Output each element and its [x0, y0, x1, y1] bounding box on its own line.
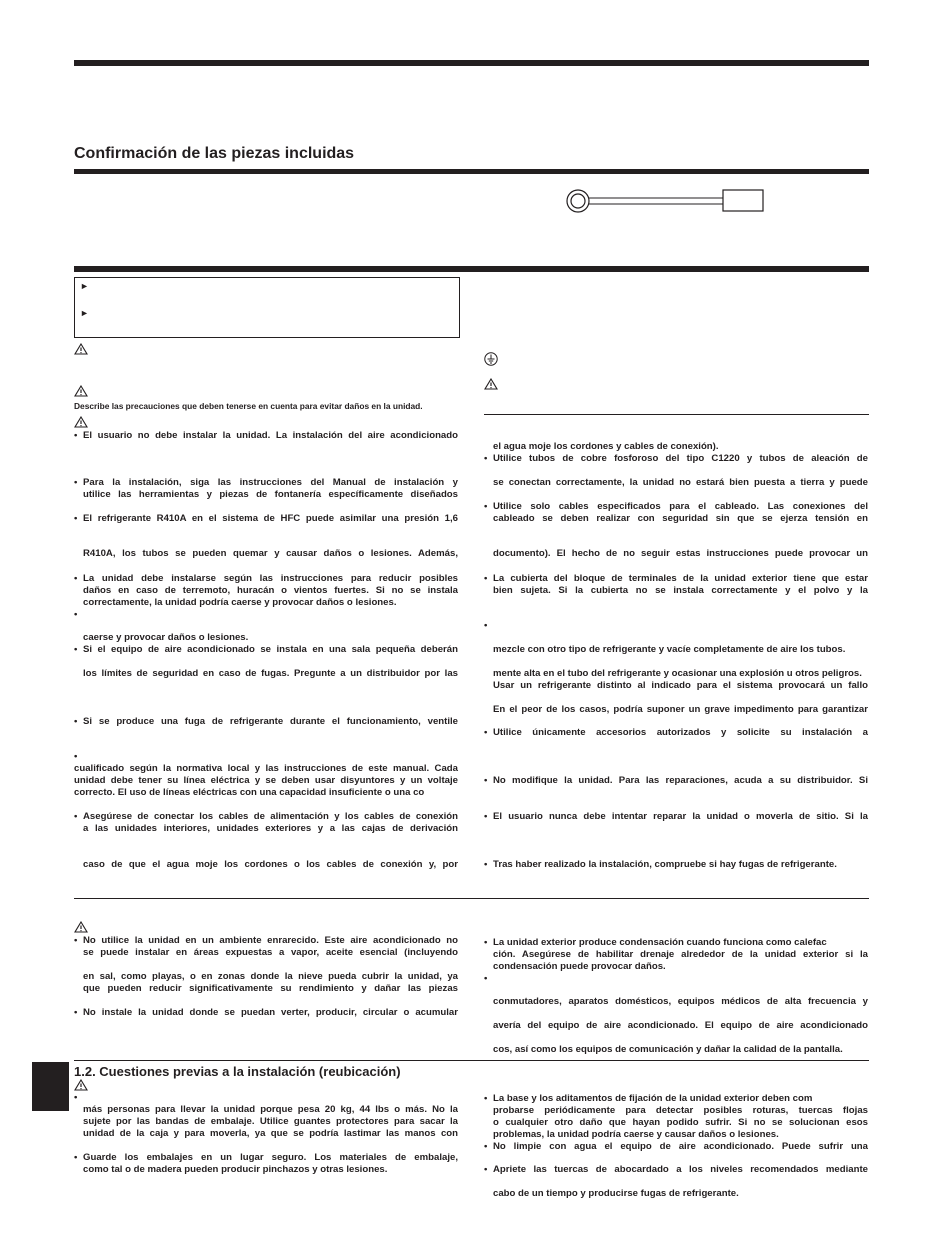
caution-left-line: en sal, como playas, o en zonas donde la nieve pueda cubrir la unidad, ya	[83, 971, 458, 982]
warning-triangle-icon	[484, 378, 498, 390]
warning-left-line: a las unidades interiores, unidades exteriores y a las cajas de derivación	[83, 823, 458, 834]
bullet: •	[484, 501, 488, 512]
warning-left-line: Si el equipo de aire acondicionado se instala en una sala pequeña deberán	[83, 644, 458, 655]
warning-triangle-icon	[74, 1079, 88, 1091]
warning-right-line: mezcle con otro tipo de refrigerante y vacíe completamente de aire los tubos.	[493, 644, 846, 655]
bullet: •	[74, 1007, 78, 1018]
warning-left-line: caso de que el agua moje los cordones o los cables de conexión y, por	[83, 859, 458, 870]
s12-left-line: Guarde los embalajes en un lugar seguro. Los materiales de embalaje,	[83, 1152, 458, 1163]
caution-right-line: condensación puede provocar daños.	[493, 961, 666, 972]
warning-left-line: Si se produce una fuga de refrigerante durante el funcionamiento, ventile	[83, 716, 458, 727]
warning-left-line: los límites de seguridad en caso de fugas. Pregunte a un distribuidor por las	[83, 668, 458, 679]
bullet: •	[74, 751, 78, 762]
bullet: •	[74, 477, 78, 488]
warning-right-line: Tras haber realizado la instalación, compruebe si hay fugas de refrigerante.	[493, 859, 837, 870]
s12-left-line: más personas para llevar la unidad porque pesa 20 kg, 44 lbs o más. No la	[83, 1104, 458, 1115]
warning-right-line: bien sujeta. Si la cubierta no se instala correctamente y el polvo y la	[493, 585, 868, 596]
warning-left-line: correctamente, la unidad podría caerse y provocar daños o lesiones.	[83, 597, 397, 608]
warning-triangle-icon	[74, 416, 88, 428]
warning-right-line: el agua moje los cordones y cables de conexión).	[493, 441, 719, 452]
section-title: Confirmación de las piezas incluidas	[74, 145, 355, 162]
s12-right-line: problemas, la unidad podría caerse y causar daños o lesiones.	[493, 1129, 779, 1140]
warning-left-line: correcto. El uso de líneas eléctricas con una capacidad insuficiente o una co	[74, 787, 425, 798]
s12-right-line: probarse periódicamente para detectar posibles roturas, tuercas flojas	[493, 1105, 868, 1116]
section-divider-rule	[74, 898, 869, 899]
s12-right-line: La base y los aditamentos de fijación de la unidad exterior deben com	[493, 1093, 813, 1104]
caution-left-line: se puede instalar en áreas expuestas a vapor, aceite esencial (incluyendo	[83, 947, 458, 958]
s12-left-line: como tal o de madera pueden producir pinchazos y otras lesiones.	[83, 1164, 388, 1175]
warning-left-line: La unidad debe instalarse según las instrucciones para reducir posibles	[83, 573, 458, 584]
bullet: •	[484, 1093, 488, 1104]
warning-right-line: Utilice únicamente accesorios autorizados y solicite su instalación a	[493, 727, 868, 738]
s12-left-line: sujete por las bandas de embalaje. Utilice guantes protectores para sacar la	[83, 1116, 458, 1127]
warning-right-line: Utilice solo cables especificados para el cableado. Las conexiones del	[493, 501, 868, 512]
warning-left-line: caerse y provocar daños o lesiones.	[83, 632, 249, 643]
caution-right-line: conmutadores, aparatos domésticos, equipos médicos de alta frecuencia y	[493, 996, 868, 1007]
bullet: •	[74, 573, 78, 584]
caution-right-line: ción. Asegúrese de habilitar drenaje alrededor de la unidad exterior si la	[493, 949, 868, 960]
s12-right-line: Apriete las tuercas de abocardado a los niveles recomendados mediante	[493, 1164, 868, 1175]
s12-right-line: cabo de un tiempo y producirse fugas de refrigerante.	[493, 1188, 739, 1199]
bullet: •	[484, 937, 488, 948]
bullet: •	[74, 811, 78, 822]
warning-left-line: Para la instalación, siga las instrucciones del Manual de instalación y	[83, 477, 458, 488]
bullet: •	[74, 1152, 78, 1163]
s12-right-line: o cualquier otro daño que hayan podido sufrir. Si no se solucionan esos	[493, 1117, 868, 1128]
warning-left-line: cualificado según la normativa local y las instrucciones de este manual. Cada	[74, 763, 458, 774]
bullet: •	[484, 453, 488, 464]
warning-right-line: cableado se deben realizar con seguridad sin que se ejerza tensión en	[493, 513, 868, 524]
warning-right-line: mente alta en el tubo del refrigerante y ocasionar una explosión u otros peligros.	[493, 668, 862, 679]
bullet: •	[484, 727, 488, 738]
warning-left-line: unidad debe tener su línea eléctrica y se deben usar disyuntores y un voltaje	[74, 775, 458, 786]
safety-rule	[74, 266, 869, 272]
warning-right-line: Utilice tubos de cobre fosforoso del tipo C1220 y tubos de aleación de	[493, 453, 868, 464]
s12-left-line: unidad de la caja y para moverla, ya que se podría lastimar las manos con	[83, 1128, 458, 1139]
bullet: •	[484, 973, 488, 984]
caution-right-line: La unidad exterior produce condensación cuando funciona como calefac	[493, 937, 827, 948]
right-pointer-icon: ►	[80, 281, 89, 291]
s12-right-line: No limpie con agua el equipo de aire acondicionado. Puede sufrir una	[493, 1141, 868, 1152]
bullet: •	[74, 935, 78, 946]
bullet: •	[484, 811, 488, 822]
warning-right-line: Usar un refrigerante distinto al indicado para el sistema provocará un fallo	[493, 680, 868, 691]
ground-symbol-icon	[484, 352, 498, 366]
bullet: •	[484, 620, 488, 631]
bullet: •	[484, 573, 488, 584]
top-rule	[74, 60, 869, 66]
bullet: •	[74, 513, 78, 524]
included-part-illustration	[566, 187, 766, 215]
caution-left-line: que pueden reducir significativamente su rendimiento y dañar las piezas	[83, 983, 458, 994]
warning-right-line: se conectan correctamente, la unidad no estará bien puesta a tierra y puede	[493, 477, 868, 488]
warning-left-line: El usuario no debe instalar la unidad. La instalación del aire acondicionado	[83, 430, 458, 441]
caution-right-line: avería del equipo de aire acondicionado. El equipo de aire acondicionado	[493, 1020, 868, 1031]
bullet: •	[484, 859, 488, 870]
warning-left-line: El refrigerante R410A en el sistema de HFC puede asimilar una presión 1,6	[83, 513, 458, 524]
bullet: •	[74, 430, 78, 441]
bullet: •	[74, 644, 78, 655]
property-damage-note: Describe las precauciones que deben tenerse en cuenta para evitar daños en la unidad.	[74, 401, 423, 411]
warning-right-line: documento). El hecho de no seguir estas instrucciones puede provocar un	[493, 548, 868, 559]
warning-right-line: En el peor de los casos, podría suponer un grave impedimento para garantizar	[493, 704, 868, 715]
right-pointer-icon: ►	[80, 308, 89, 318]
caution-left-line: No utilice la unidad en un ambiente enrarecido. Este aire acondicionado no	[83, 935, 458, 946]
column-divider-rule	[484, 414, 869, 415]
warning-right-line: La cubierta del bloque de terminales de la unidad exterior tiene que estar	[493, 573, 868, 584]
title-rule	[74, 169, 869, 174]
warning-triangle-icon	[74, 385, 88, 397]
bullet: •	[484, 1141, 488, 1152]
caution-left-line: No instale la unidad donde se puedan verter, producir, circular o acumular	[83, 1007, 458, 1018]
warning-left-line: R410A, los tubos se pueden quemar y causar daños o lesiones. Además,	[83, 548, 458, 559]
warning-left-line: daños en caso de terremoto, huracán o vientos fuertes. Si no se instala	[83, 585, 458, 596]
warning-triangle-icon	[74, 343, 88, 355]
section-12-title: 1.2. Cuestiones previas a la instalación (reubicación)	[74, 1064, 401, 1079]
bullet: •	[74, 716, 78, 727]
warning-right-line: El usuario nunca debe intentar reparar la unidad o moverla de sitio. Si la	[493, 811, 868, 822]
side-tab	[32, 1062, 69, 1111]
bullet: •	[484, 775, 488, 786]
warning-left-line: Asegúrese de conectar los cables de alimentación y los cables de conexión	[83, 811, 458, 822]
bullet: •	[74, 1092, 78, 1103]
warning-triangle-icon	[74, 921, 88, 933]
legend-box	[74, 277, 460, 338]
bullet: •	[484, 1164, 488, 1175]
caution-right-line: cos, así como los equipos de comunicación y dañar la calidad de la pantalla.	[493, 1044, 843, 1055]
bullet: •	[74, 609, 78, 620]
section-divider-rule	[74, 1060, 869, 1061]
warning-left-line: utilice las herramientas y piezas de fontanería específicamente diseñados	[83, 489, 458, 500]
warning-right-line: No modifique la unidad. Para las reparaciones, acuda a su distribuidor. Si	[493, 775, 868, 786]
